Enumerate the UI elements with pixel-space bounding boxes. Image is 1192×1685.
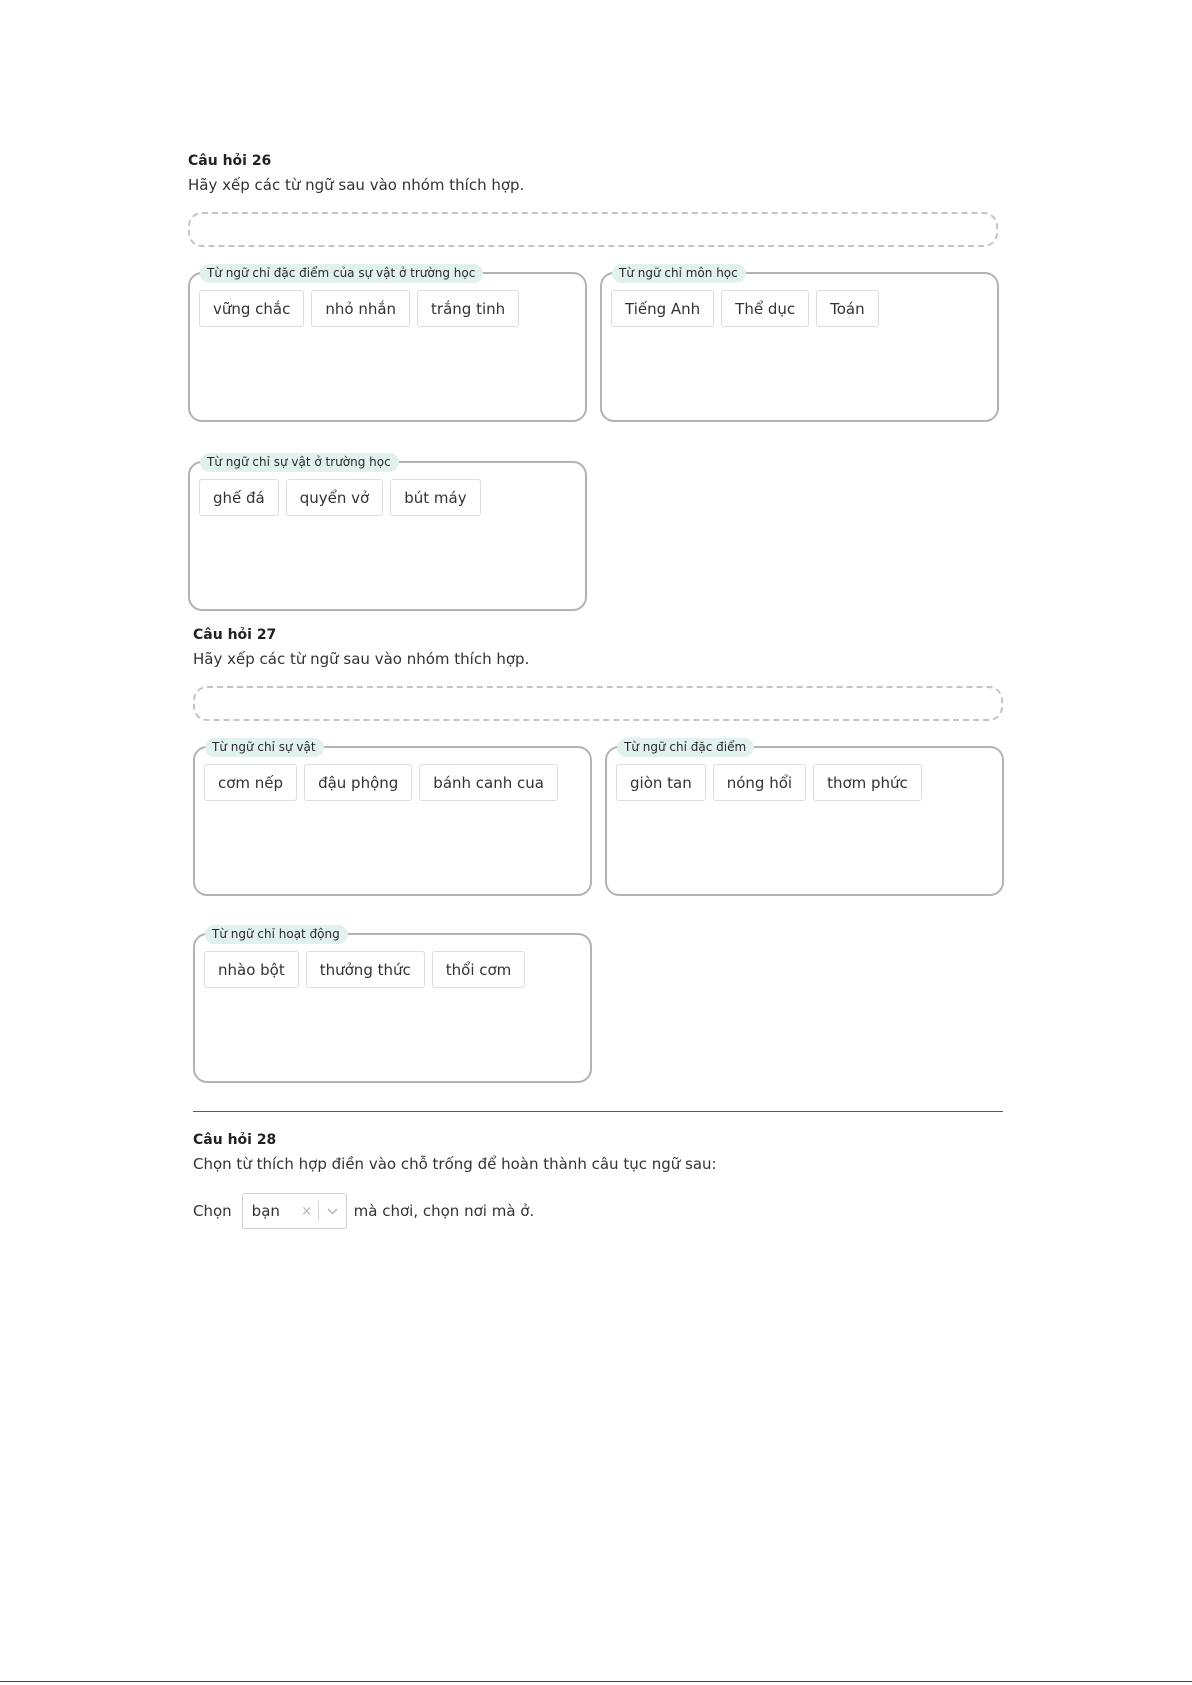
sentence-end: mà chơi, chọn nơi mà ở. xyxy=(353,1202,535,1220)
word-chip[interactable]: giòn tan xyxy=(616,764,706,801)
word-chip[interactable]: trắng tinh xyxy=(417,290,519,327)
word-chip[interactable]: đậu phộng xyxy=(304,764,412,801)
question-28-title: Câu hỏi 28 xyxy=(193,1132,277,1148)
selected-value: bạn xyxy=(251,1202,280,1220)
word-chip[interactable]: Toán xyxy=(816,290,879,327)
q26-group-school-objects[interactable] xyxy=(188,455,587,611)
group-label: Từ ngữ chỉ sự vật xyxy=(205,738,324,757)
question-28-prompt: Chọn từ thích hợp điền vào chỗ trống để hoàn thành câu tục ngữ sau: xyxy=(193,1155,717,1173)
group-label: Từ ngữ chỉ sự vật ở trường học xyxy=(200,453,399,472)
group-label: Từ ngữ chỉ môn học xyxy=(612,264,746,283)
word-chip[interactable]: Tiếng Anh xyxy=(611,290,714,327)
word-chip[interactable]: nóng hổi xyxy=(713,764,806,801)
chevron-down-icon[interactable] xyxy=(319,1208,346,1215)
question-26-prompt: Hãy xếp các từ ngữ sau vào nhóm thích hợp. xyxy=(188,176,525,194)
group-label: Từ ngữ chỉ đặc điểm của sự vật ở trường học xyxy=(200,264,483,283)
q27-group-characteristics[interactable] xyxy=(605,740,1004,896)
word-chip[interactable]: quyển vở xyxy=(286,479,383,516)
q27-group-things[interactable] xyxy=(193,740,592,896)
word-chip[interactable]: bánh canh cua xyxy=(419,764,558,801)
page-bottom-rule xyxy=(0,1681,1192,1682)
section-divider xyxy=(193,1111,1003,1112)
group-label: Từ ngữ chỉ đặc điểm xyxy=(617,738,754,757)
word-chip[interactable]: thơm phức xyxy=(813,764,922,801)
word-chip[interactable]: nhỏ nhắn xyxy=(311,290,410,327)
q26-group-characteristics[interactable] xyxy=(188,266,587,422)
word-chip[interactable]: nhào bột xyxy=(204,951,299,988)
question-27-title: Câu hỏi 27 xyxy=(193,627,277,643)
word-chip[interactable]: cơm nếp xyxy=(204,764,297,801)
proverb-sentence xyxy=(193,1193,534,1229)
q26-group-subjects[interactable] xyxy=(600,266,999,422)
q27-word-bank-dropzone[interactable] xyxy=(193,686,1003,721)
q26-word-bank-dropzone[interactable] xyxy=(188,212,998,247)
q27-group-activities[interactable] xyxy=(193,927,592,1083)
question-26-title: Câu hỏi 26 xyxy=(188,153,272,169)
group-label: Từ ngữ chỉ hoạt động xyxy=(205,925,348,944)
word-chip[interactable]: bút máy xyxy=(390,479,480,516)
question-27-prompt: Hãy xếp các từ ngữ sau vào nhóm thích hợp. xyxy=(193,650,530,668)
word-chip[interactable]: vững chắc xyxy=(199,290,304,327)
word-chip[interactable]: thưởng thức xyxy=(306,951,425,988)
word-chip[interactable]: ghế đá xyxy=(199,479,279,516)
word-chip[interactable]: Thể dục xyxy=(721,290,809,327)
word-chip[interactable]: thổi cơm xyxy=(432,951,526,988)
sentence-start: Chọn xyxy=(193,1202,232,1220)
word-select[interactable] xyxy=(242,1193,347,1229)
clear-icon[interactable]: × xyxy=(301,1203,313,1219)
